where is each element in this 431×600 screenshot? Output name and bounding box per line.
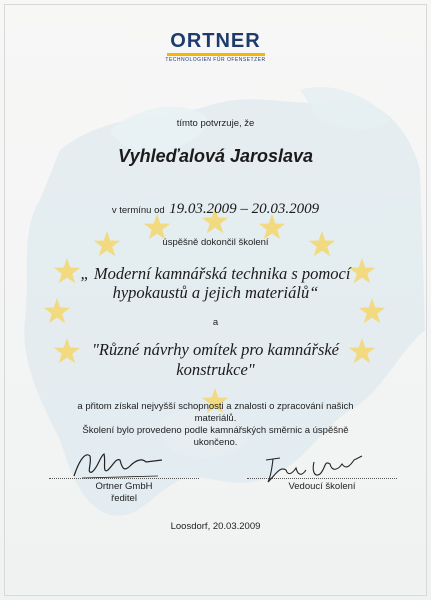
place-date: Loosdorf, 20.03.2009 xyxy=(170,521,261,532)
intro-text: tímto potvrzuje, že xyxy=(176,118,255,129)
recipient-name: Vyhleďalová Jaroslava xyxy=(117,146,314,166)
training-lead-title: Vedoucí školení xyxy=(288,481,356,492)
logo-underline xyxy=(167,53,265,56)
body-line-3: Školení bylo provedeno podle kamnářských směrnic a úspěšně xyxy=(82,425,349,436)
course-1-line-2: hypokaustů a jejich materiálů“ xyxy=(112,283,319,302)
left-signature-block xyxy=(49,477,199,505)
body-line-2: materiálů. xyxy=(194,413,237,424)
logo-tagline: TECHNOLOGIEN FÜR OFENSETZER xyxy=(165,57,266,63)
signature-line xyxy=(247,477,397,479)
course-2-line-1: "Různé návrhy omítek pro kamnářské xyxy=(91,340,340,359)
right-signature-block xyxy=(247,477,397,493)
signature-line xyxy=(49,477,199,479)
ortner-logo xyxy=(0,30,431,63)
company-name: Ortner GmbH xyxy=(95,481,153,492)
body-line-4: ukončeno. xyxy=(193,437,238,448)
term-prefix: v termínu od xyxy=(111,205,165,216)
course-2-line-2: konstrukce" xyxy=(176,360,255,379)
connector-text: a xyxy=(212,317,219,328)
logo-brand: ORTNER xyxy=(170,30,261,52)
term-line xyxy=(0,200,431,218)
term-dates: 19.03.2009 – 20.03.2009 xyxy=(169,201,320,217)
completed-text: úspěšně dokončil školení xyxy=(162,237,269,248)
director-title: ředitel xyxy=(111,493,137,504)
course-1-line-1: „ Moderní kamnářská technika s pomocí xyxy=(80,264,351,283)
body-line-1: a přitom získal nejvyšší schopnosti a znalosti o zpracování našich xyxy=(77,401,354,412)
